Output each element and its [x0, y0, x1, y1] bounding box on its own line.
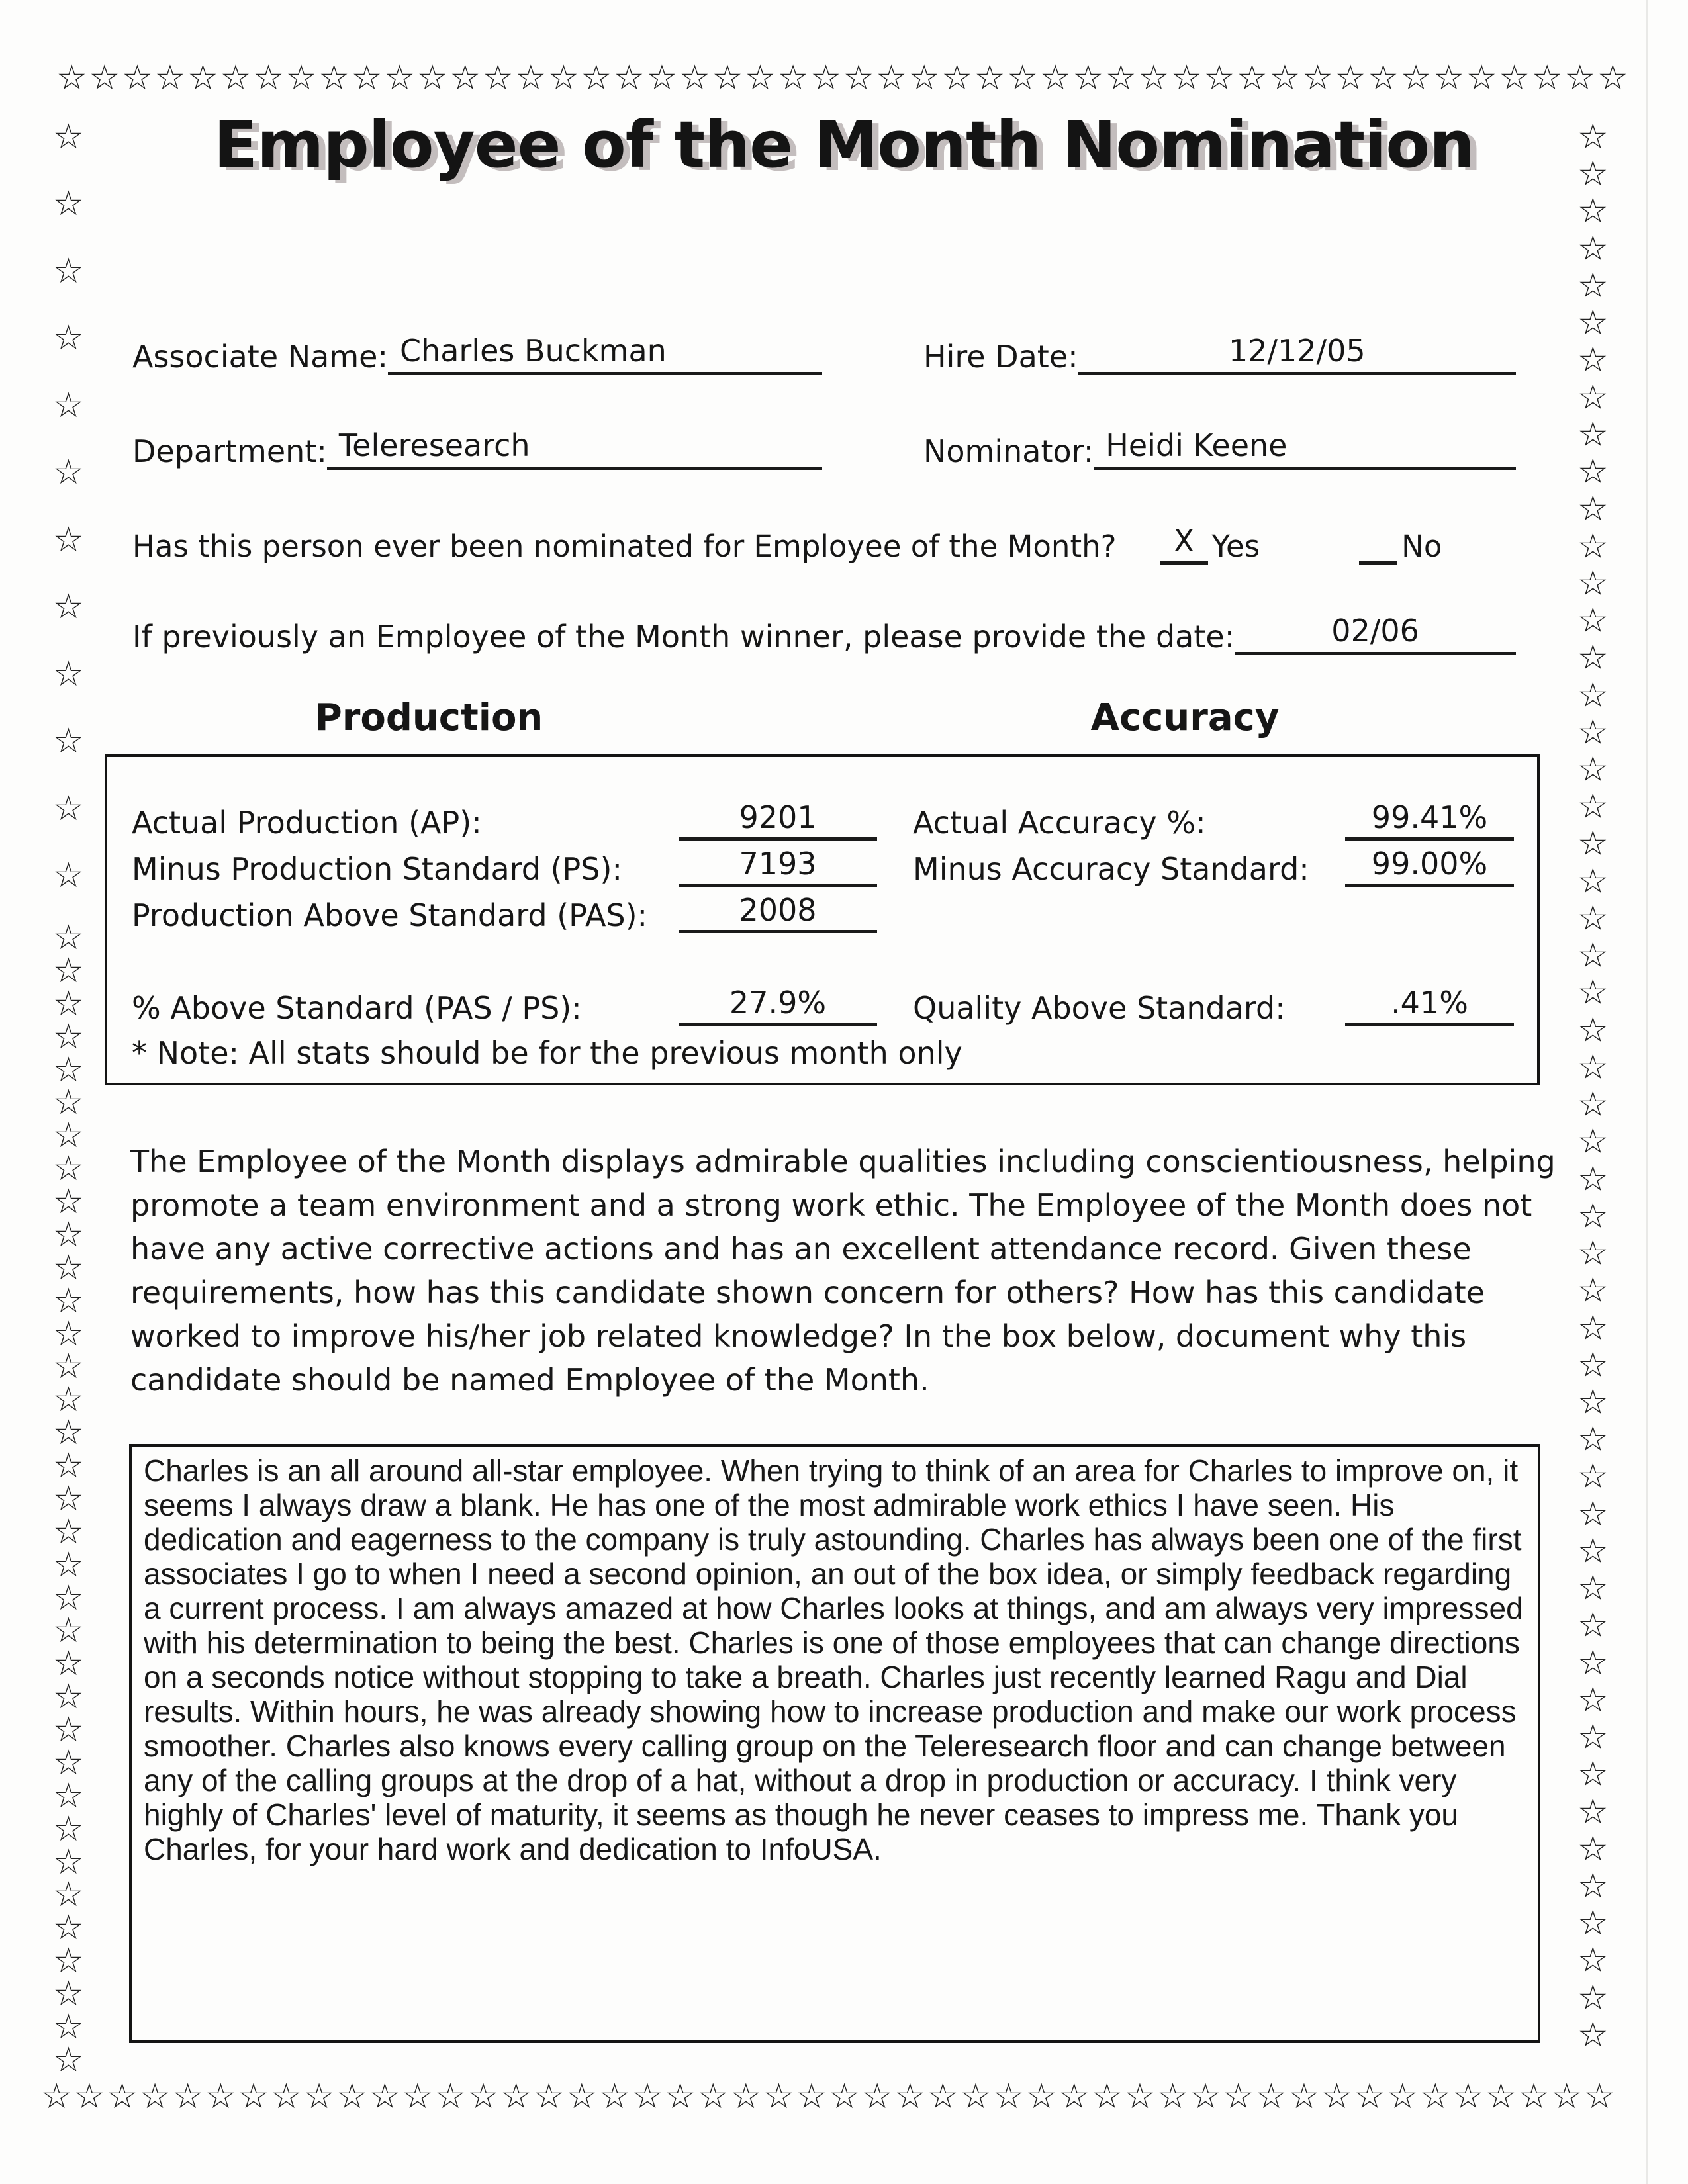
department-label: Department: — [132, 433, 327, 469]
yes-checkmark: X — [1160, 523, 1208, 565]
star-icon: ☆ — [1387, 2077, 1418, 2116]
star-icon: ☆ — [1419, 2077, 1451, 2116]
star-icon: ☆ — [1577, 265, 1609, 306]
star-icon: ☆ — [1433, 58, 1464, 98]
star-icon: ☆ — [1092, 2077, 1123, 2116]
star-icon: ☆ — [1485, 2077, 1517, 2116]
star-icon: ☆ — [1171, 58, 1202, 98]
star-icon: ☆ — [53, 855, 84, 895]
actual-production-value: 9201 — [679, 799, 877, 841]
star-icon: ☆ — [941, 58, 972, 98]
star-icon: ☆ — [435, 2077, 466, 2116]
star-icon: ☆ — [1190, 2077, 1221, 2116]
star-icon: ☆ — [1577, 1494, 1609, 1534]
star-icon: ☆ — [53, 1149, 84, 1189]
star-icon: ☆ — [566, 2077, 598, 2116]
star-icon: ☆ — [187, 58, 218, 98]
star-border-left-upper — [53, 117, 84, 895]
star-border-bottom — [41, 2079, 1615, 2114]
star-icon: ☆ — [53, 1116, 84, 1156]
star-icon: ☆ — [1577, 1903, 1609, 1944]
star-icon: ☆ — [369, 2077, 400, 2116]
star-icon: ☆ — [960, 2077, 992, 2116]
star-icon: ☆ — [1577, 377, 1609, 418]
star-icon: ☆ — [53, 1380, 84, 1420]
star-icon: ☆ — [1288, 2077, 1320, 2116]
star-icon: ☆ — [238, 2077, 269, 2116]
star-icon: ☆ — [1577, 1308, 1609, 1348]
star-icon: ☆ — [1577, 228, 1609, 269]
star-icon: ☆ — [1577, 2015, 1609, 2055]
production-header: Production — [314, 696, 543, 739]
star-border-left-lower — [53, 918, 84, 2080]
star-icon: ☆ — [697, 2077, 729, 2116]
star-icon: ☆ — [1577, 563, 1609, 604]
star-icon: ☆ — [927, 2077, 959, 2116]
associate-name-value: Charles Buckman — [388, 332, 822, 375]
star-icon: ☆ — [122, 58, 153, 98]
star-border-right — [1577, 117, 1609, 2055]
star-icon: ☆ — [53, 983, 84, 1024]
star-icon: ☆ — [53, 1842, 84, 1882]
star-icon: ☆ — [449, 58, 481, 98]
star-icon: ☆ — [1577, 936, 1609, 976]
star-icon: ☆ — [843, 58, 874, 98]
star-icon: ☆ — [285, 58, 317, 98]
star-icon: ☆ — [1577, 1829, 1609, 1869]
star-icon: ☆ — [1577, 1569, 1609, 1609]
no-label: No — [1401, 529, 1442, 564]
star-icon: ☆ — [861, 2077, 893, 2116]
star-icon: ☆ — [1577, 1047, 1609, 1087]
star-icon: ☆ — [1039, 58, 1071, 98]
actual-production-label: Actual Production (AP): — [132, 805, 482, 841]
star-icon: ☆ — [908, 58, 940, 98]
star-icon: ☆ — [53, 721, 84, 762]
percent-above-standard-value: 27.9% — [679, 985, 877, 1026]
star-icon: ☆ — [1124, 2077, 1156, 2116]
star-icon: ☆ — [53, 1214, 84, 1255]
stat-percent-above-standard — [132, 985, 877, 1026]
star-icon: ☆ — [53, 1974, 84, 2014]
star-icon: ☆ — [1577, 1196, 1609, 1236]
star-icon: ☆ — [1577, 675, 1609, 715]
star-icon: ☆ — [53, 1512, 84, 1552]
star-icon: ☆ — [1223, 2077, 1254, 2116]
star-icon: ☆ — [1577, 1382, 1609, 1422]
star-icon: ☆ — [53, 918, 84, 958]
hire-date-value: 12/12/05 — [1078, 332, 1516, 375]
field-previously-nominated — [132, 523, 1442, 565]
star-icon: ☆ — [1577, 1717, 1609, 1758]
star-icon: ☆ — [1335, 58, 1366, 98]
star-icon: ☆ — [1321, 2077, 1352, 2116]
star-icon: ☆ — [253, 58, 284, 98]
star-icon: ☆ — [53, 117, 84, 157]
nominator-label: Nominator: — [923, 433, 1094, 469]
star-icon: ☆ — [53, 1710, 84, 1750]
star-icon: ☆ — [1157, 2077, 1188, 2116]
star-icon: ☆ — [53, 1611, 84, 1651]
quality-above-standard-value: .41% — [1345, 985, 1514, 1026]
star-icon: ☆ — [1577, 601, 1609, 641]
star-icon: ☆ — [533, 2077, 565, 2116]
star-icon: ☆ — [745, 58, 776, 98]
star-icon: ☆ — [139, 2077, 171, 2116]
star-icon: ☆ — [107, 2077, 138, 2116]
star-icon: ☆ — [53, 1248, 84, 1288]
hire-date-label: Hire Date: — [923, 339, 1078, 375]
star-icon: ☆ — [1269, 58, 1301, 98]
minus-accuracy-standard-value: 99.00% — [1345, 846, 1514, 887]
star-icon: ☆ — [318, 58, 350, 98]
star-icon: ☆ — [665, 2077, 696, 2116]
star-icon: ☆ — [1255, 2077, 1287, 2116]
star-icon: ☆ — [1577, 1234, 1609, 1274]
star-icon: ☆ — [1577, 1420, 1609, 1460]
star-icon: ☆ — [1577, 117, 1609, 157]
star-icon: ☆ — [53, 1347, 84, 1387]
star-icon: ☆ — [53, 1743, 84, 1783]
star-icon: ☆ — [1577, 1680, 1609, 1720]
star-icon: ☆ — [876, 58, 907, 98]
stat-minus-production-standard — [132, 846, 877, 887]
star-icon: ☆ — [632, 2077, 663, 2116]
star-icon: ☆ — [336, 2077, 367, 2116]
star-icon: ☆ — [1072, 58, 1104, 98]
star-icon: ☆ — [1577, 712, 1609, 752]
percent-above-standard-label: % Above Standard (PAS / PS): — [132, 990, 582, 1026]
nomination-text-box — [129, 1444, 1540, 2043]
star-icon: ☆ — [89, 58, 120, 98]
star-icon: ☆ — [829, 2077, 860, 2116]
star-icon: ☆ — [1577, 1159, 1609, 1199]
field-department — [132, 427, 822, 470]
star-icon: ☆ — [53, 2040, 84, 2080]
star-icon: ☆ — [1354, 2077, 1385, 2116]
star-icon: ☆ — [1577, 154, 1609, 195]
associate-name-label: Associate Name: — [132, 339, 388, 375]
star-border-top — [56, 58, 1628, 98]
star-icon: ☆ — [53, 1809, 84, 1849]
star-icon: ☆ — [993, 2077, 1024, 2116]
field-associate-name — [132, 332, 822, 375]
star-icon: ☆ — [1577, 787, 1609, 827]
star-icon: ☆ — [1577, 526, 1609, 567]
star-icon: ☆ — [1577, 1457, 1609, 1497]
star-icon: ☆ — [53, 1413, 84, 1453]
accuracy-header: Accuracy — [1090, 696, 1280, 739]
star-icon: ☆ — [53, 1578, 84, 1618]
actual-accuracy-value: 99.41% — [1345, 799, 1514, 841]
star-icon: ☆ — [1577, 1978, 1609, 2018]
minus-accuracy-standard-label: Minus Accuracy Standard: — [913, 851, 1309, 887]
field-previous-winner-date — [132, 612, 1516, 655]
star-icon: ☆ — [581, 58, 612, 98]
star-icon: ☆ — [1577, 191, 1609, 232]
stats-box — [105, 754, 1540, 1085]
star-icon: ☆ — [220, 58, 252, 98]
star-icon: ☆ — [1577, 1606, 1609, 1646]
star-icon: ☆ — [1551, 2077, 1582, 2116]
star-icon: ☆ — [73, 2077, 105, 2116]
yes-label: Yes — [1211, 529, 1260, 564]
star-icon: ☆ — [614, 58, 645, 98]
star-icon: ☆ — [172, 2077, 203, 2116]
star-icon: ☆ — [53, 1017, 84, 1057]
star-icon: ☆ — [1577, 1940, 1609, 1981]
star-icon: ☆ — [53, 1314, 84, 1354]
scan-crease-line — [1646, 0, 1648, 2184]
star-icon: ☆ — [1577, 452, 1609, 492]
star-icon: ☆ — [646, 58, 678, 98]
star-icon: ☆ — [402, 2077, 434, 2116]
star-icon: ☆ — [1203, 58, 1235, 98]
star-icon: ☆ — [1400, 58, 1432, 98]
star-icon: ☆ — [53, 1479, 84, 1519]
star-icon: ☆ — [53, 788, 84, 829]
star-icon: ☆ — [53, 385, 84, 426]
star-icon: ☆ — [1577, 1866, 1609, 1907]
star-icon: ☆ — [599, 2077, 630, 2116]
star-icon: ☆ — [894, 2077, 926, 2116]
star-icon: ☆ — [1577, 303, 1609, 343]
star-icon: ☆ — [271, 2077, 302, 2116]
star-icon: ☆ — [53, 251, 84, 291]
star-icon: ☆ — [53, 520, 84, 560]
star-icon: ☆ — [53, 1941, 84, 1981]
form-title: Employee of the Month Nomination — [213, 107, 1475, 182]
star-icon: ☆ — [1577, 1271, 1609, 1311]
star-icon: ☆ — [205, 2077, 236, 2116]
star-icon: ☆ — [1466, 58, 1497, 98]
star-icon: ☆ — [1597, 58, 1628, 98]
nominator-value: Heidi Keene — [1094, 427, 1516, 470]
star-icon: ☆ — [53, 1776, 84, 1816]
star-icon: ☆ — [1577, 973, 1609, 1013]
star-icon: ☆ — [1518, 2077, 1550, 2116]
minus-production-standard-value: 7193 — [679, 846, 877, 887]
stat-quality-above-standard — [913, 985, 1514, 1026]
stat-actual-production — [132, 799, 877, 841]
star-icon: ☆ — [53, 2007, 84, 2047]
previous-winner-value: 02/06 — [1235, 612, 1516, 655]
star-icon: ☆ — [56, 58, 87, 98]
star-icon: ☆ — [1577, 414, 1609, 455]
star-icon: ☆ — [416, 58, 448, 98]
star-icon: ☆ — [1583, 2077, 1615, 2116]
star-icon: ☆ — [547, 58, 579, 98]
star-icon: ☆ — [53, 1083, 84, 1123]
star-icon: ☆ — [1058, 2077, 1090, 2116]
star-icon: ☆ — [515, 58, 547, 98]
star-icon: ☆ — [53, 1875, 84, 1915]
star-icon: ☆ — [53, 1182, 84, 1222]
department-value: Teleresearch — [327, 427, 822, 470]
star-icon: ☆ — [1577, 1754, 1609, 1795]
star-icon: ☆ — [1499, 58, 1530, 98]
star-icon: ☆ — [712, 58, 743, 98]
star-icon: ☆ — [53, 1677, 84, 1717]
star-icon: ☆ — [679, 58, 710, 98]
star-icon: ☆ — [1577, 1792, 1609, 1832]
previous-winner-label: If previously an Employee of the Month winner, please provide the date: — [132, 619, 1235, 655]
star-icon: ☆ — [1368, 58, 1399, 98]
star-icon: ☆ — [1302, 58, 1333, 98]
star-icon: ☆ — [500, 2077, 532, 2116]
star-icon: ☆ — [1577, 1085, 1609, 1125]
no-checkmark — [1359, 560, 1397, 565]
star-icon: ☆ — [53, 1446, 84, 1486]
star-icon: ☆ — [1577, 861, 1609, 901]
star-icon: ☆ — [810, 58, 841, 98]
quality-above-standard-label: Quality Above Standard: — [913, 990, 1286, 1026]
star-icon: ☆ — [53, 453, 84, 493]
star-icon: ☆ — [53, 654, 84, 694]
description-paragraph: The Employee of the Month displays admirable qualities including conscientiousness, helping promote a team environment and a strong work ethic. The Employee of the Month does not have any active corrective actions and has an excellent attendance record. Given these requirements, how has this candidate shown concern for others? How has this candidate worked to improve his/her job related knowledge? In the box below, document why this candidate should be named Employee of the Month. — [130, 1144, 1556, 1398]
star-icon: ☆ — [53, 1545, 84, 1585]
star-icon: ☆ — [1025, 2077, 1057, 2116]
stats-note: * Note: All stats should be for the previous month only — [132, 1035, 962, 1071]
star-icon: ☆ — [53, 1908, 84, 1948]
star-icon: ☆ — [777, 58, 809, 98]
star-icon: ☆ — [53, 587, 84, 627]
star-icon: ☆ — [351, 58, 383, 98]
star-icon: ☆ — [467, 2077, 499, 2116]
star-icon: ☆ — [763, 2077, 794, 2116]
star-icon: ☆ — [974, 58, 1006, 98]
star-icon: ☆ — [1577, 1345, 1609, 1385]
production-above-standard-label: Production Above Standard (PAS): — [132, 897, 648, 933]
star-icon: ☆ — [154, 58, 186, 98]
star-icon: ☆ — [1577, 489, 1609, 529]
star-icon: ☆ — [730, 2077, 762, 2116]
previously-nominated-label: Has this person ever been nominated for Employee of the Month? — [132, 529, 1117, 564]
star-icon: ☆ — [53, 1281, 84, 1321]
stat-actual-accuracy — [913, 799, 1514, 841]
star-icon: ☆ — [1531, 58, 1563, 98]
star-icon: ☆ — [1577, 1643, 1609, 1683]
minus-production-standard-label: Minus Production Standard (PS): — [132, 851, 622, 887]
star-icon: ☆ — [1577, 1531, 1609, 1571]
star-icon: ☆ — [1577, 340, 1609, 381]
star-icon: ☆ — [303, 2077, 335, 2116]
nomination-text: Charles is an all around all-star employee. When trying to think of an area for Charles to improve on, it seems I always draw a blank. He has one of the most admirable work ethics I have seen. His dedication and eagerness to the company is truly astounding. Charles has always been one of the first associates I go to when I need a second opinion, an out of the box idea, or simply feedback regarding a current process. I am always amazed at how Charles looks at things, and am always very impressed with his determination to being the best. Charles is one of those employees that can change directions on a seconds notice without stopping to take a breath. Charles just recently learned Ragu and Dial results. Within hours, he was already showing how to increase production and make our work process smoother. Charles also knows every calling group on the Teleresearch floor and can change between any of the calling groups at the drop of a hat, without a drop in production or accuracy. I think very highly of Charles' level of maturity, it seems as though he never ceases to impress me. Thank you Charles, for your hard work and dedication to InfoUSA. — [144, 1453, 1523, 1866]
field-nominator — [923, 427, 1516, 470]
star-icon: ☆ — [1452, 2077, 1484, 2116]
star-icon: ☆ — [1577, 1010, 1609, 1050]
star-icon: ☆ — [1577, 898, 1609, 938]
star-icon: ☆ — [41, 2077, 72, 2116]
star-icon: ☆ — [1577, 638, 1609, 678]
star-icon: ☆ — [1564, 58, 1596, 98]
actual-accuracy-label: Actual Accuracy %: — [913, 805, 1206, 841]
field-hire-date — [923, 332, 1516, 375]
star-icon: ☆ — [1105, 58, 1137, 98]
star-icon: ☆ — [53, 184, 84, 224]
star-icon: ☆ — [53, 318, 84, 359]
star-icon: ☆ — [1577, 1122, 1609, 1162]
star-icon: ☆ — [1577, 749, 1609, 790]
star-icon: ☆ — [1577, 824, 1609, 864]
star-icon: ☆ — [53, 950, 84, 991]
stat-minus-accuracy-standard — [913, 846, 1514, 887]
star-icon: ☆ — [53, 1050, 84, 1090]
star-icon: ☆ — [796, 2077, 827, 2116]
production-above-standard-value: 2008 — [679, 892, 877, 933]
star-icon: ☆ — [53, 1644, 84, 1684]
star-icon: ☆ — [1138, 58, 1170, 98]
star-icon: ☆ — [1007, 58, 1039, 98]
star-icon: ☆ — [482, 58, 514, 98]
star-icon: ☆ — [1237, 58, 1268, 98]
stat-production-above-standard — [132, 892, 877, 933]
star-icon: ☆ — [384, 58, 415, 98]
